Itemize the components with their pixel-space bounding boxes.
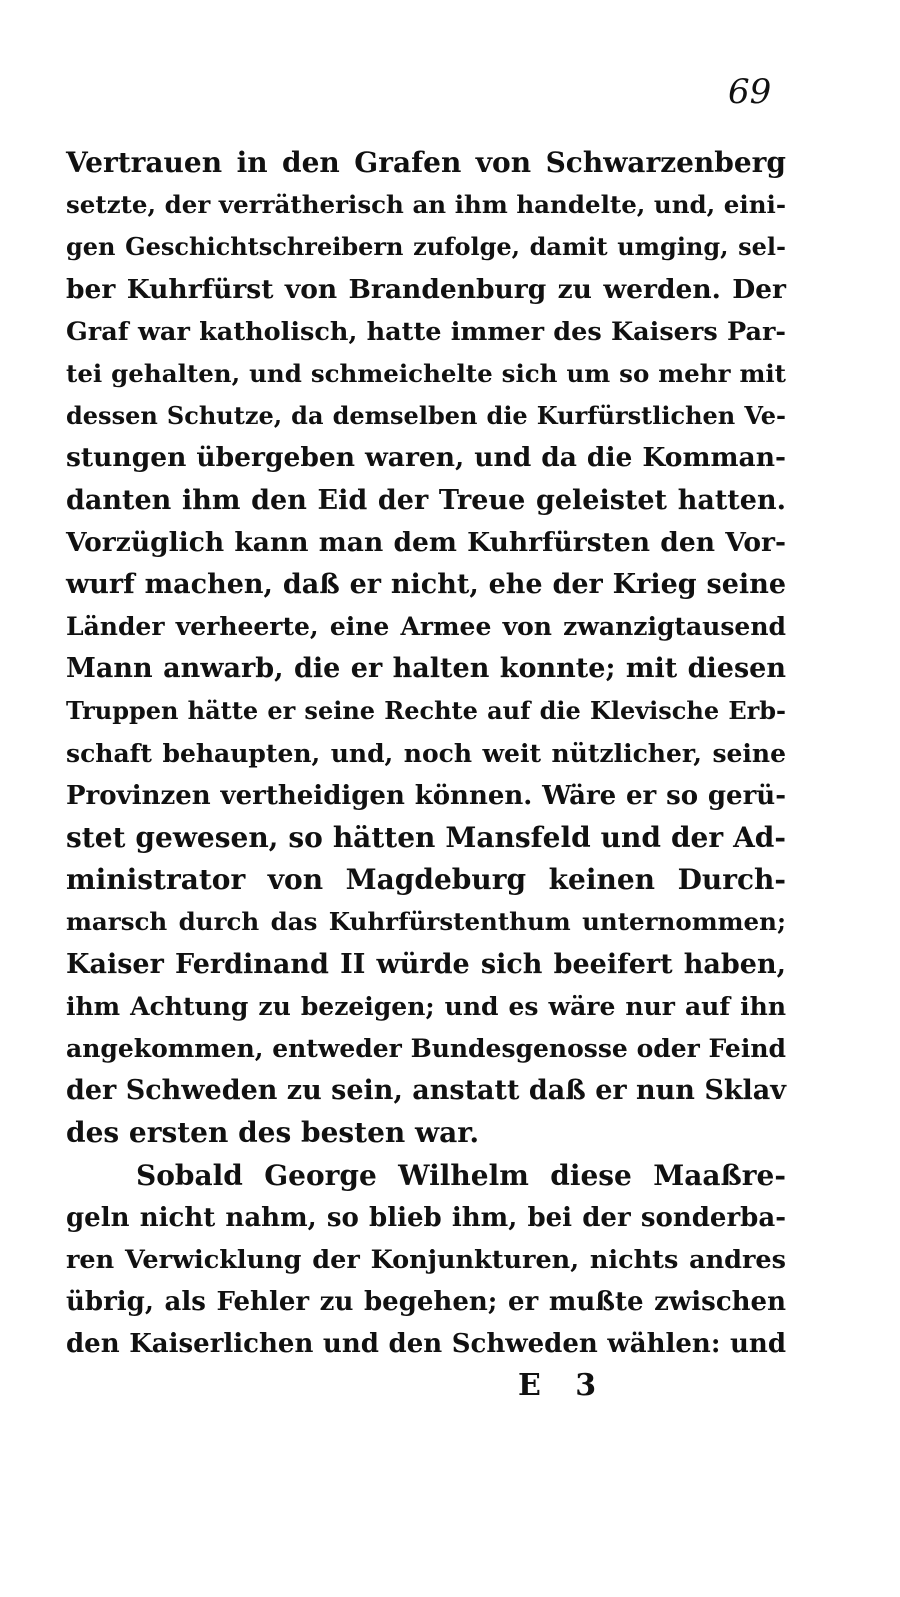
text-line: marsch durch das Kuhrfürstenthum unternommen; — [66, 907, 786, 937]
text-line: der Schweden zu sein, anstatt daß er nun Sklav — [66, 1075, 786, 1107]
text-line: Graf war katholisch, hatte immer des Kaisers Par- — [66, 316, 786, 347]
text-line: tei gehalten, und schmeichelte sich um so mehr mit — [66, 358, 786, 388]
text-line: schaft behaupten, und, noch weit nützlicher, seine — [66, 738, 786, 768]
printer-signature: E 3 — [518, 1368, 609, 1403]
text-line: des ersten des besten war. — [66, 1116, 480, 1150]
text-line: Sobald George Wilhelm diese Maaßre- — [136, 1158, 786, 1192]
text-line: Provinzen vertheidigen können. Wäre er so gerü- — [66, 780, 786, 811]
text-line: Truppen hätte er seine Rechte auf die Klevische Erb- — [66, 696, 786, 726]
text-line: ministrator von Magdeburg keinen Durch- — [66, 863, 786, 897]
text-line: Vorzüglich kann man dem Kuhrfürsten den Vor- — [66, 526, 786, 558]
text-line: ren Verwicklung der Konjunkturen, nichts andres — [66, 1244, 786, 1275]
text-line: stungen übergeben waren, und da die Komman- — [66, 442, 786, 474]
text-line: Kaiser Ferdinand II würde sich beeifert haben, — [66, 948, 786, 980]
text-line: setzte, der verrätherisch an ihm handelte, und, eini- — [66, 190, 786, 220]
text-line: angekommen, entweder Bundesgenosse oder Feind — [66, 1033, 786, 1063]
text-line: geln nicht nahm, so blieb ihm, bei der sonderba- — [66, 1202, 786, 1233]
page-number: 69 — [728, 72, 772, 112]
text-line: stet gewesen, so hätten Mansfeld und der Ad- — [66, 821, 786, 854]
text-line: danten ihm den Eid der Treue geleistet hatten. — [66, 484, 786, 516]
text-line: Vertrauen in den Grafen von Schwarzenberg — [66, 146, 786, 179]
text-line: übrig, als Fehler zu begehen; er mußte zwischen — [66, 1287, 786, 1318]
text-line: ber Kuhrfürst von Brandenburg zu werden. Der — [66, 273, 786, 305]
text-line: Länder verheerte, eine Armee von zwanzigtausend — [66, 612, 786, 642]
text-line: dessen Schutze, da demselben die Kurfürstlichen Ve- — [66, 401, 786, 431]
body-text — [66, 142, 786, 1365]
text-line: Mann anwarb, die er halten konnte; mit diesen — [66, 653, 786, 685]
text-line: ihm Achtung zu bezeigen; und es wäre nur auf ihn — [66, 991, 786, 1021]
text-line: gen Geschichtschreibern zufolge, damit umging, sel- — [66, 232, 786, 262]
text-line: den Kaiserlichen und den Schweden wählen: und — [66, 1329, 786, 1360]
text-line: wurf machen, daß er nicht, ehe der Krieg seine — [66, 568, 786, 600]
